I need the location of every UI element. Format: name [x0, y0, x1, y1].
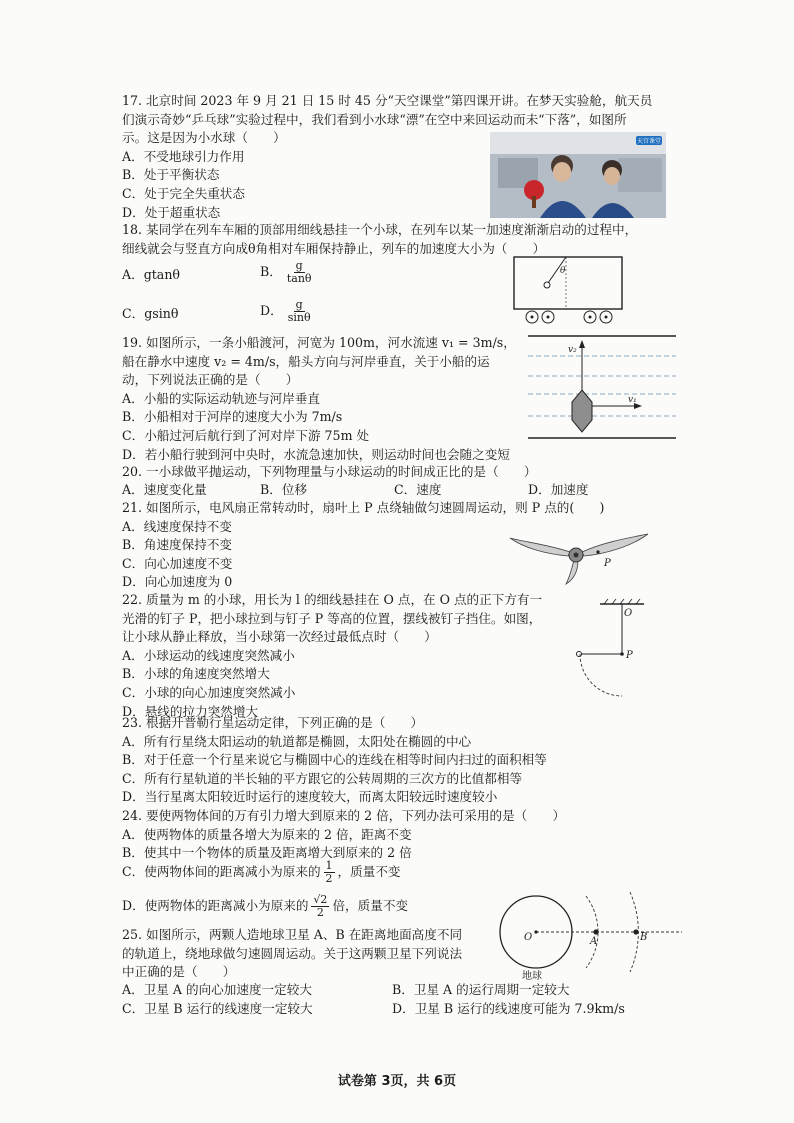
q25-earth-label: 地球 [522, 971, 542, 980]
q25-options [122, 981, 682, 1018]
q21-p-label: P [604, 558, 611, 569]
q19-stem-line2: 船在静水中速度 v₂ = 4m/s，船头方向与河岸垂直，关于小船的运 [122, 353, 490, 369]
q17-astronaut-photo [490, 132, 666, 218]
q23-option-a: A．所有行星绕太阳运动的轨道都是椭圆，太阳处在椭圆的中心 [122, 733, 472, 749]
q21-option-a: A．线速度保持不变 [122, 518, 232, 534]
q20-option-b: B．位移 [260, 482, 308, 497]
q20-stem: 20. 一小球做平抛运动，下列物理量与小球运动的时间成正比的是（ ） [122, 464, 537, 479]
q18-option-d-fraction: $\frac{g}{\sin\theta}$ [287, 298, 311, 324]
question-24 [122, 807, 565, 863]
q22-option-b: B．小球的角速度突然增大 [122, 666, 270, 682]
q20-option-a: A．速度变化量 [122, 482, 207, 497]
q20-option-d: D．加速度 [528, 482, 589, 497]
q17-stem-line1: 17. 北京时间 2023 年 9 月 21 日 15 时 45 分“天空课堂”第四课开讲。在梦天实验舱，航天员 [122, 93, 653, 108]
q19-stem-line3: 动，下列说法正确的是（ ） [122, 372, 299, 388]
q18-option-b: B． $\frac{g}{\tan\theta}$ [260, 259, 312, 285]
q18-option-d: D． $\frac{g}{\sin\theta}$ [260, 298, 311, 324]
q19-option-c: C．小船过河后航行到了河对岸下游 75m 处 [122, 427, 370, 443]
q24-option-d: D．使两物体的距离减小为原来的 $\frac{√2}{2}$ 倍，质量不变 [122, 893, 408, 919]
photo-badge: 天宫课堂 [636, 138, 662, 145]
q21-option-c: C．向心加速度不变 [122, 555, 233, 571]
q17-photo-illustration [490, 132, 666, 218]
q24-option-a: A．使两物体的质量各增大为原来的 2 倍，距离不变 [122, 826, 412, 842]
q22-option-a: A．小球运动的线速度突然减小 [122, 647, 295, 663]
question-20 [122, 463, 536, 482]
q25-option-c: C．卫星 B 运行的线速度一定较大 [122, 1000, 313, 1016]
q22-p-label: P [626, 650, 633, 661]
q24-option-d-fraction: $\frac{√2}{2}$ [313, 893, 328, 919]
q23-option-c: C．所有行星轨道的半长轴的平方跟它的公转周期的三次方的比值都相等 [122, 770, 523, 786]
q22-o-label: O [624, 608, 633, 619]
q23-option-b: B．对于任意一个行星来说它与椭圆中心的连线在相等时间内扫过的面积相等 [122, 752, 547, 768]
q18-option-c: C．gsinθ [122, 306, 179, 321]
q17-option-d: D．处于超重状态 [122, 204, 221, 220]
q22-option-c: C．小球的向心加速度突然减小 [122, 684, 296, 700]
q19-option-b: B．小船相对于河岸的速度大小为 7m/s [122, 409, 343, 425]
q21-option-d: D．向心加速度为 0 [122, 574, 233, 590]
q18-theta-label: θ [560, 266, 566, 276]
q19-option-d: D．若小船行驶到河中央时，水流急速加快，则运动时间也会随之变短 [122, 446, 510, 462]
q24-option-c-fraction: $\frac{1}{2}$ [325, 859, 333, 885]
question-22 [122, 591, 542, 721]
q25-option-b: B．卫星 A 的运行周期一定较大 [392, 982, 570, 997]
q21-option-b: B．角速度保持不变 [122, 537, 233, 553]
q19-v1-label: v₁ [628, 395, 637, 405]
q22-option-d: D．悬线的拉力突然增大 [122, 703, 259, 719]
q24-stem: 24. 要使两物体间的万有引力增大到原来的 2 倍，下列办法可采用的是（ ） [122, 808, 566, 823]
q17-option-c: C．处于完全失重状态 [122, 185, 245, 201]
q18-stem-line1: 18. 某同学在列车车厢的顶部用细线悬挂一个小球，在列车以某一加速度渐渐启动的过程中， [122, 222, 638, 237]
q17-option-b: B．处于平衡状态 [122, 167, 220, 183]
q25-b-label: B [640, 932, 648, 943]
q21-stem: 21. 如图所示，电风扇正常转动时，扇叶上 P 点绕轴做匀速圆周运动，则 P 点的( ) [122, 500, 605, 515]
q22-stem-line1: 22. 质量为 m 的小球，用长为 l 的细线悬挂在 O 点，在 O 点的正下方有一 [122, 592, 543, 607]
q24-option-c: C．使两物体间的距离减小为原来的 $\frac{1}{2}$ ，质量不变 [122, 859, 401, 885]
q19-v2-label: v₂ [568, 345, 577, 355]
q19-stem-line1: 19. 如图所示，一条小船渡河，河宽为 100m，河水流速 v₁ = 3m/s， [122, 335, 516, 350]
question-18 [122, 221, 637, 258]
q22-pendulum-figure [570, 598, 650, 702]
q19-river-figure [528, 334, 676, 440]
question-25 [122, 926, 462, 982]
q25-option-a: A．卫星 A 的向心加速度一定较大 [122, 982, 312, 997]
q18-option-b-fraction: $\frac{g}{\tan\theta}$ [286, 259, 312, 285]
q17-option-a: A．不受地球引力作用 [122, 148, 245, 164]
q20-options [122, 481, 602, 500]
q25-stem-line2: 的轨道上，绕地球做匀速圆周运动。关于这两颗卫星下列说法 [122, 945, 463, 961]
q22-stem-line3: 让小球从静止释放，当小球第一次经过最低点时（ ） [122, 629, 437, 645]
q17-stem-line3: 示。这是因为小水球（ ） [122, 130, 286, 146]
q25-option-d: D．卫星 B 运行的线速度可能为 7.9km/s [392, 1000, 625, 1016]
q19-option-a: A．小船的实际运动轨迹与河岸垂直 [122, 390, 321, 406]
q25-a-label: A [590, 936, 598, 947]
q24-option-b: B．使其中一个物体的质量及距离增大到原来的 2 倍 [122, 845, 412, 861]
q21-fan-figure [506, 524, 652, 586]
q18-train-figure [510, 255, 626, 331]
q22-stem-line2: 光滑的钉子 P，把小球拉到与钉子 P 等高的位置，摆线被钉子挡住。如图， [122, 610, 542, 626]
q20-option-c: C．速度 [394, 482, 442, 497]
q25-satellite-figure [494, 888, 684, 980]
q23-stem: 23. 根据开普勒行星运动定律，下列正确的是（ ） [122, 715, 424, 730]
q17-stem-line2: 们演示奇妙“乒乓球”实验过程中，我们看到小水球“漂”在空中来回运动而未“下落”，如图所 [122, 111, 627, 127]
q18-option-a: A．gtanθ [122, 267, 181, 282]
q25-stem-line1: 25. 如图所示，两颗人造地球卫星 A、B 在距离地面高度不同 [122, 927, 463, 942]
question-19 [122, 334, 516, 464]
q23-option-d: D．当行星离太阳较近时运行的速度较大，而离太阳较远时速度较小 [122, 789, 498, 805]
question-23 [122, 714, 547, 807]
q25-stem-line3: 中正确的是（ ） [122, 964, 236, 980]
page-footer: 试卷第 3页，共 6页 [337, 1074, 457, 1089]
q18-options-row1 [122, 266, 180, 285]
q18-stem-line2: 细线就会与竖直方向成θ角相对车厢保持静止，列车的加速度大小为（ ） [122, 240, 546, 256]
q25-o-label: O [524, 932, 533, 943]
